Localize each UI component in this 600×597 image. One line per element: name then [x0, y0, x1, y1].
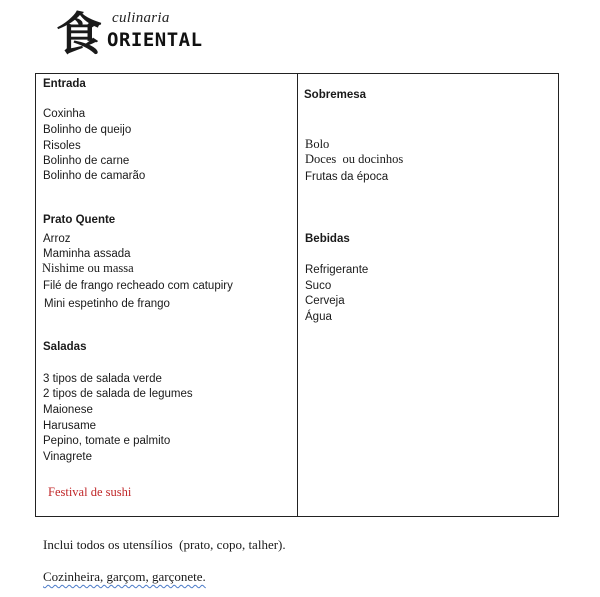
festival-sushi-note: Festival de sushi [48, 485, 132, 499]
staff-note: Cozinheira, garçom, garçonete. [43, 569, 206, 584]
menu-item: Frutas da época [305, 171, 389, 183]
logo-glyph-icon [54, 4, 108, 60]
section-title-prato-quente: Prato Quente [43, 214, 116, 226]
utensils-note: Inclui todos os utensílios (prato, copo, talher). [43, 537, 286, 552]
menu-item: Vinagrete [43, 451, 93, 463]
svg-text:食: 食 [56, 7, 102, 60]
section-title-entrada: Entrada [43, 78, 86, 90]
menu-item: Arroz [43, 233, 71, 245]
menu-item: Cerveja [305, 295, 345, 307]
menu-item: Mini espetinho de frango [44, 298, 170, 310]
logo-title: ORIENTAL [107, 29, 203, 51]
menu-item: Filé de frango recheado com catupiry [43, 280, 233, 292]
section-title-bebidas: Bebidas [305, 233, 350, 245]
menu-item: Doces ou docinhos [305, 152, 404, 166]
menu-item: Harusame [43, 420, 97, 432]
menu-item: Pepino, tomate e palmito [43, 435, 171, 447]
logo-subtitle: culinaria [112, 10, 170, 26]
menu-item: Bolo [305, 137, 330, 151]
menu-item: 3 tipos de salada verde [43, 373, 162, 385]
menu-item: 2 tipos de salada de legumes [43, 388, 193, 400]
menu-item: Risoles [43, 140, 81, 152]
column-divider [297, 73, 298, 517]
menu-item: Nishime ou massa [42, 261, 134, 275]
menu-item: Bolinho de queijo [43, 124, 132, 136]
section-title-sobremesa: Sobremesa [304, 89, 367, 101]
menu-item: Bolinho de camarão [43, 170, 146, 182]
menu-item: Suco [305, 280, 332, 292]
menu-item: Água [305, 311, 332, 323]
menu-item: Bolinho de carne [43, 155, 130, 167]
menu-item: Refrigerante [305, 264, 369, 276]
menu-item: Maionese [43, 404, 93, 416]
menu-item: Maminha assada [43, 248, 131, 260]
menu-item: Coxinha [43, 108, 86, 120]
section-title-saladas: Saladas [43, 341, 87, 353]
